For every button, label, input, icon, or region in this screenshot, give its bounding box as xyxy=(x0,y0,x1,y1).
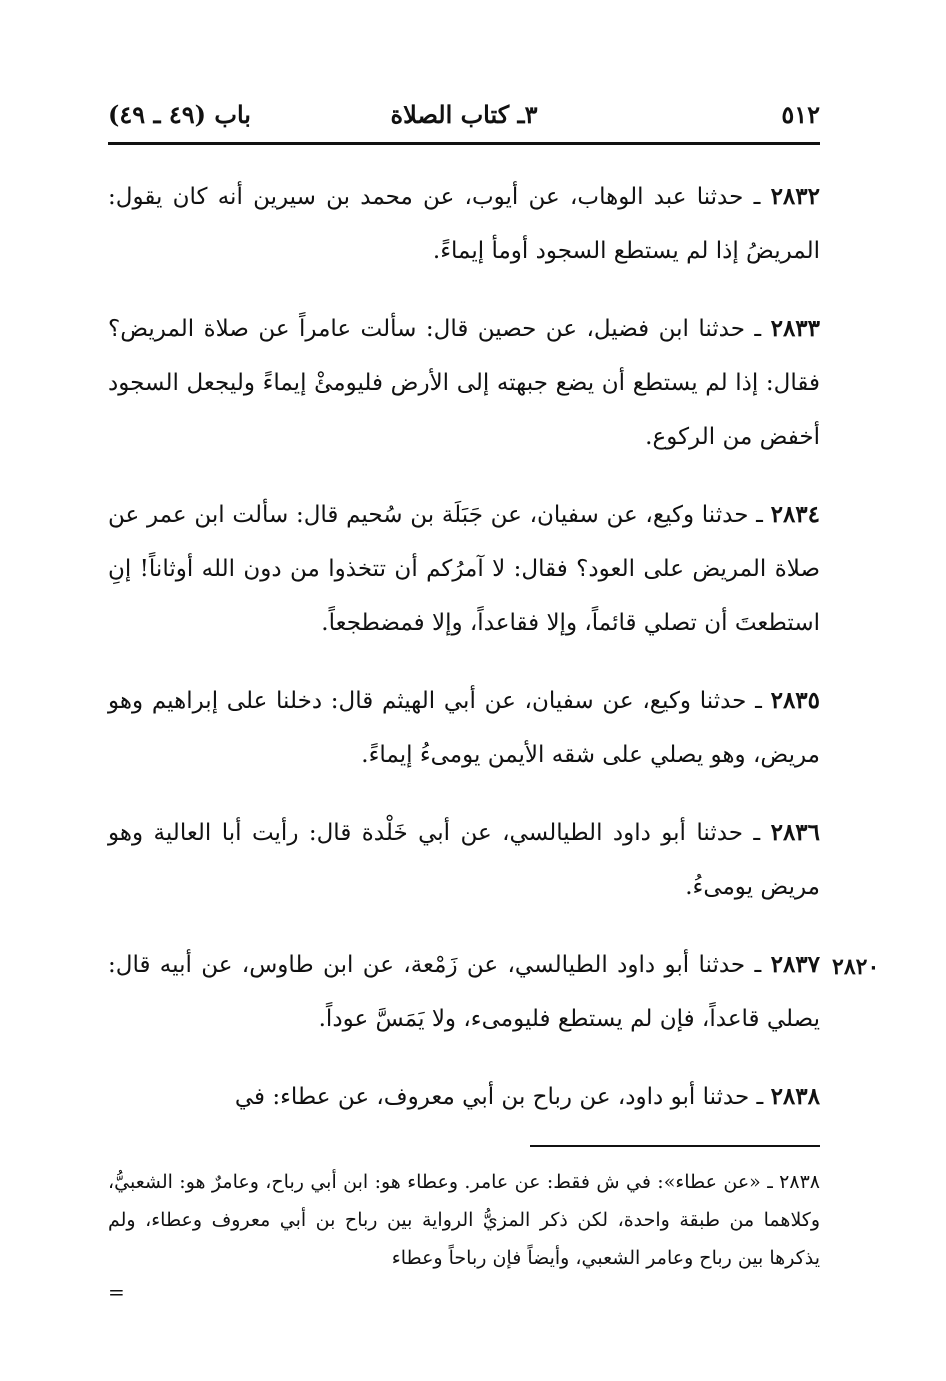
hadith-paragraph xyxy=(108,674,820,782)
page-number: ٥١٢ xyxy=(781,100,820,129)
header-rule xyxy=(108,142,820,145)
hadith-number: ٢٨٣٤ xyxy=(770,501,821,528)
footnote xyxy=(108,1163,820,1307)
book-title: ٣ـ كتاب الصلاة xyxy=(390,100,538,129)
hadith-paragraph xyxy=(108,170,820,278)
hadith-text: ـ حدثنا أبو داود الطيالسي، عن زَمْعة، عن ابن طاوس، عن أبيه قال: يصلي قاعداً، فإن لم يستطع فليومىء، ولا يَمَسَّ عوداً. xyxy=(108,952,820,1032)
hadith-paragraph xyxy=(108,938,820,1046)
hadith-text: ـ حدثنا وكيع، عن سفيان، عن أبي الهيثم قال: دخلنا على إبراهيم وهو مريض، وهو يصلي على شقه الأيمن يومىءُ إيماءً. xyxy=(108,688,820,768)
chapter-label: باب (٤٩ ـ ٤٩) xyxy=(108,100,251,129)
footnote-text: ٢٨٣٨ ـ «عن عطاء»: في ش فقط: عن عامر. وعطاء هو: ابن أبي رباح، وعامرٌ هو: الشعبيُّ، وكلاهما من طبقة واحدة، لكن ذكر المزيُّ الرواية بين رباح بن أبي معروف وعطاء، ولم يذكرها بين رباح وعامر الشعبي، وأيضاً فإن رباحاً وعطاء xyxy=(108,1171,820,1269)
footnote-continuation-mark: = xyxy=(108,1280,125,1304)
hadith-number: ٢٨٣٢ xyxy=(770,183,820,210)
page-header xyxy=(108,96,820,136)
footnote-rule xyxy=(530,1145,820,1147)
margin-reference-number: ٢٨٢٠ xyxy=(832,954,880,980)
hadith-number: ٢٨٣٥ xyxy=(770,687,821,714)
hadith-text: ـ حدثنا أبو داود، عن رباح بن أبي معروف، عن عطاء: في xyxy=(234,1084,764,1110)
hadith-paragraph xyxy=(108,806,820,914)
hadith-text: ـ حدثنا عبد الوهاب، عن أيوب، عن محمد بن سيرين أنه كان يقول: المريضُ إذا لم يستطع السجود أومأ إيماءً. xyxy=(108,184,820,264)
hadith-number: ٢٨٣٣ xyxy=(770,315,821,342)
hadith-paragraph xyxy=(108,1070,820,1124)
hadith-number: ٢٨٣٦ xyxy=(770,819,821,846)
hadith-number: ٢٨٣٧ xyxy=(770,951,821,978)
hadith-text: ـ حدثنا وكيع، عن سفيان، عن جَبَلَة بن سُحيم قال: سألت ابن عمر عن صلاة المريض على العود؟ فقال: لا آمرُكم أن تتخذوا من دون الله أوثاناً! إنِ استطعتَ أن تصلي قائماً، وإلا فقاعداً، وإلا فمضطجعاً. xyxy=(108,502,820,636)
hadith-paragraph xyxy=(108,302,820,464)
hadith-number: ٢٨٣٨ xyxy=(770,1083,820,1110)
main-text xyxy=(108,170,820,1148)
hadith-text: ـ حدثنا ابن فضيل، عن حصين قال: سألت عامراً عن صلاة المريض؟ فقال: إذا لم يستطع أن يضع جبهته إلى الأرض فليومئْ إيماءً وليجعل السجود أخفض من الركوع. xyxy=(108,316,820,450)
hadith-text: ـ حدثنا أبو داود الطيالسي، عن أبي خَلْدة قال: رأيت أبا العالية وهو مريض يومىءُ. xyxy=(108,820,820,900)
hadith-paragraph xyxy=(108,488,820,650)
